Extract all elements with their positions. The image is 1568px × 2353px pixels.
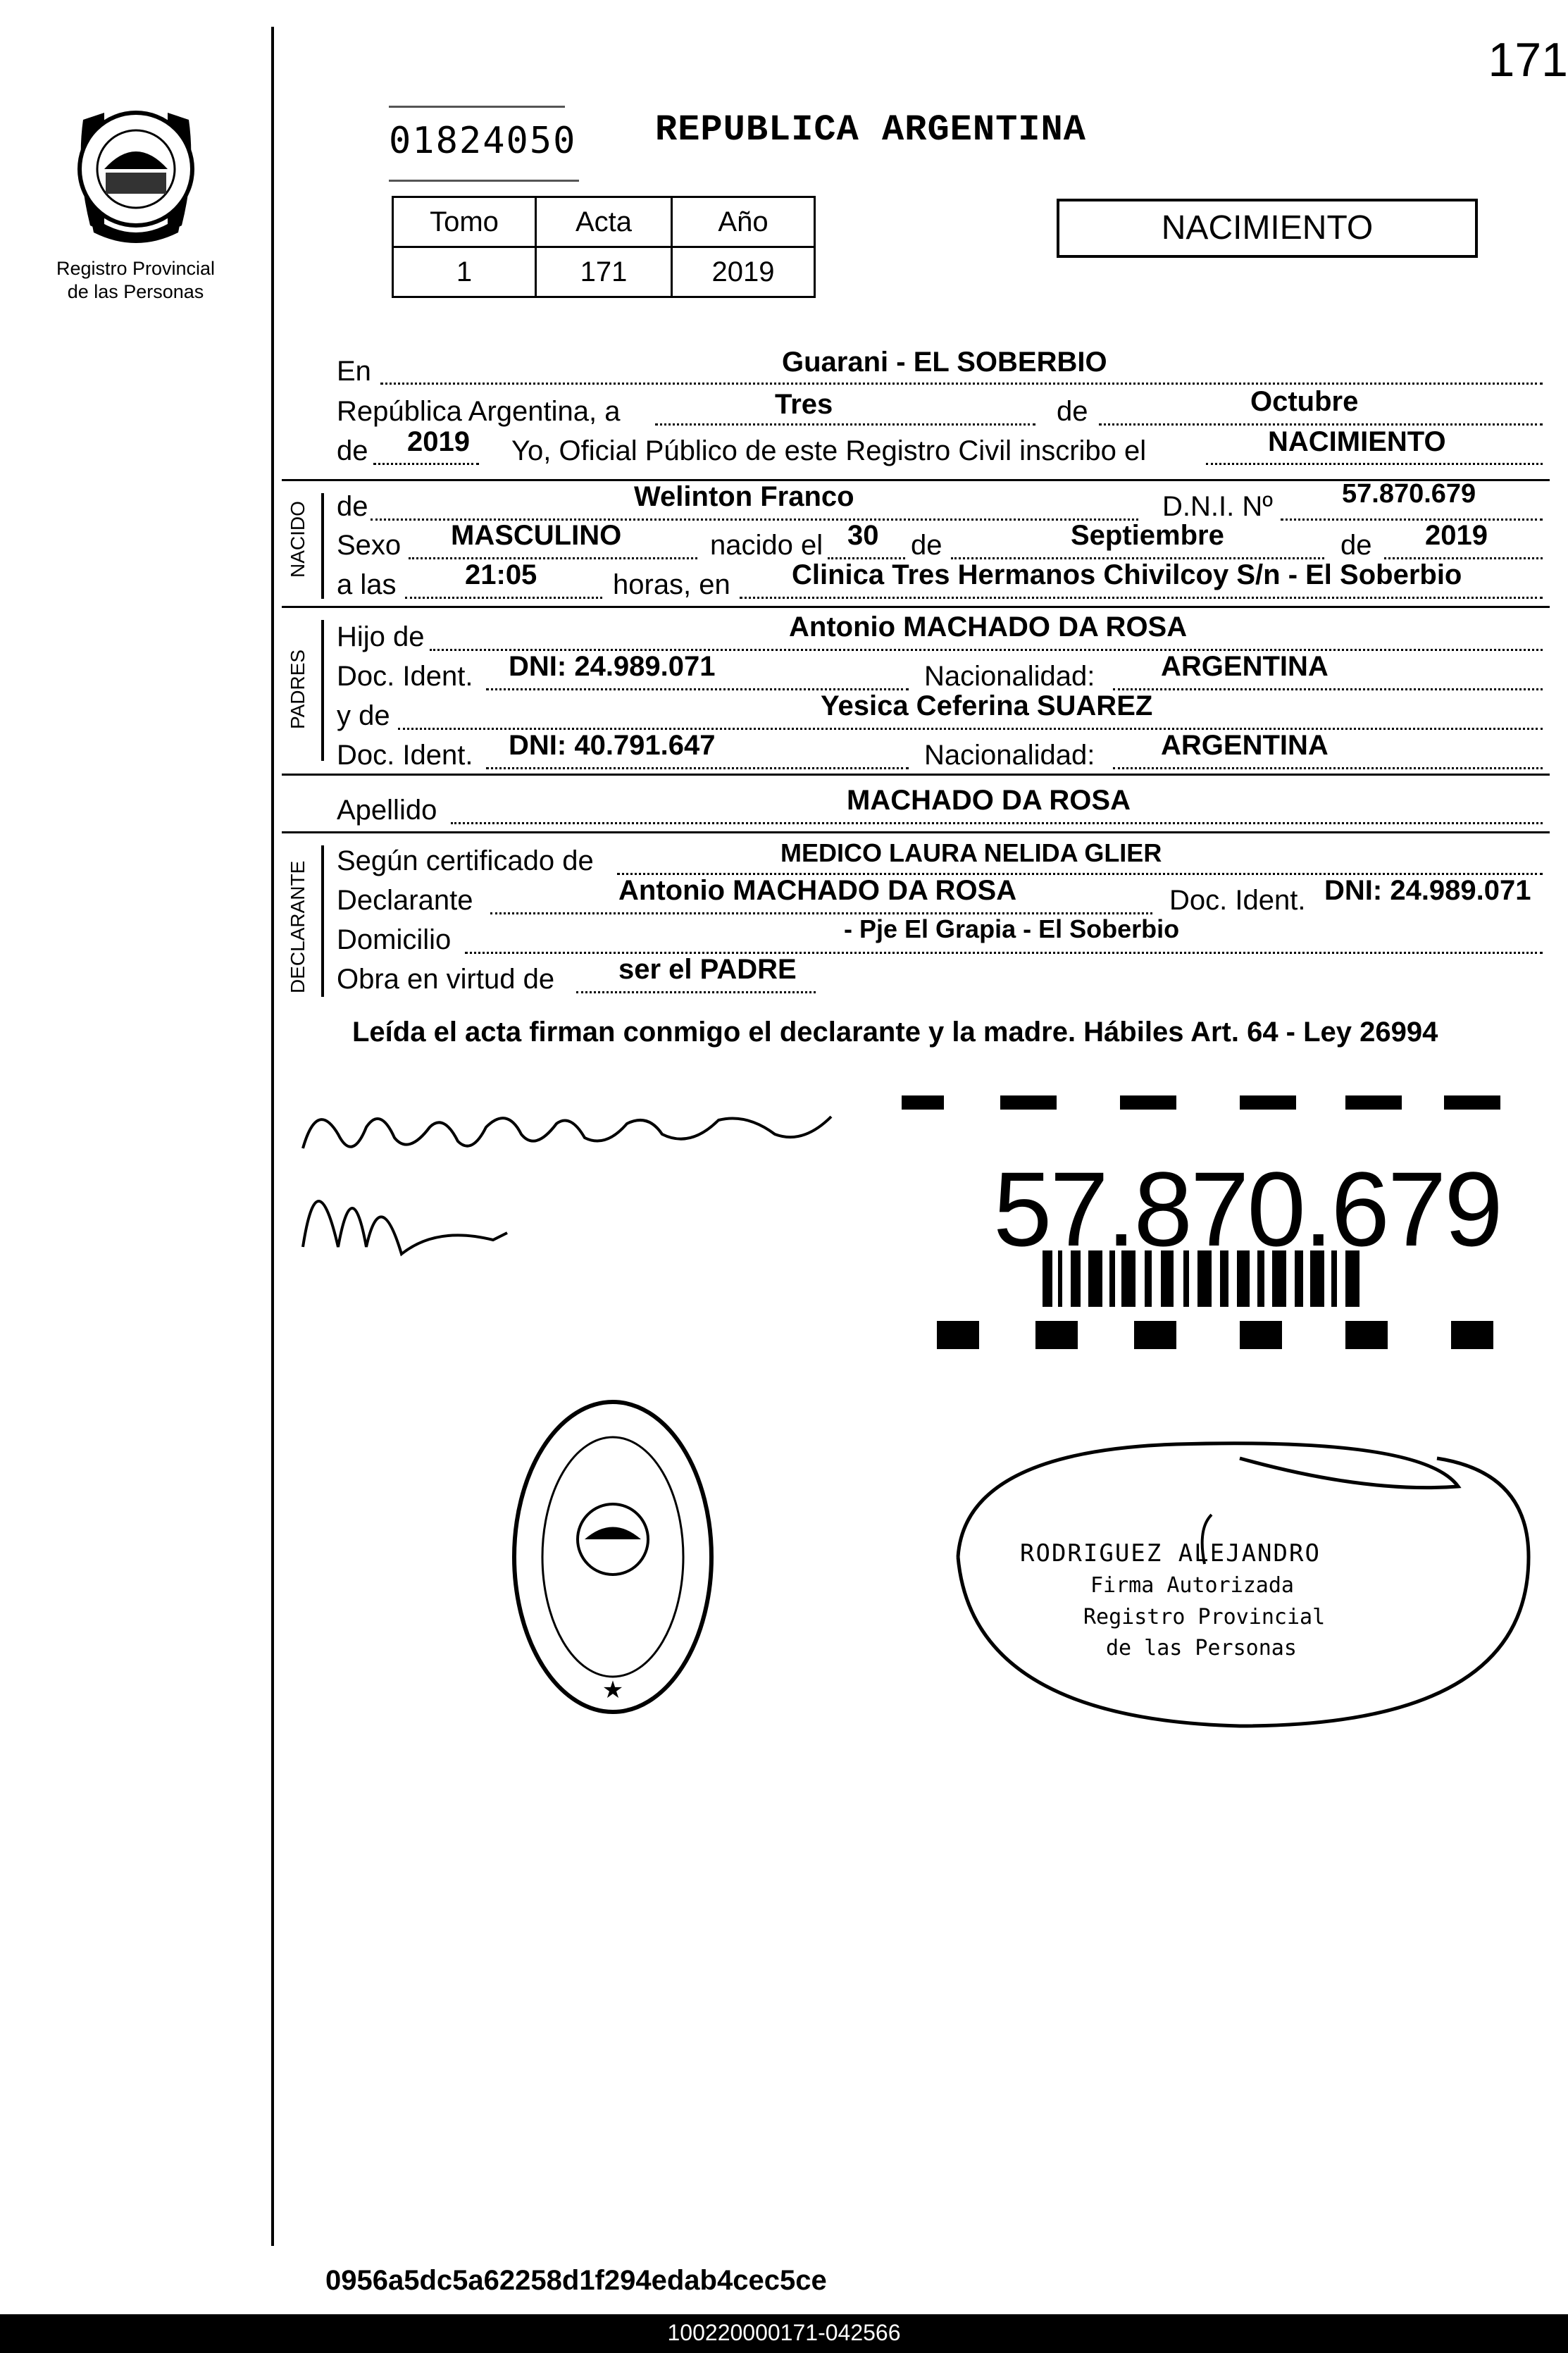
nacido-section-label: NACIDO <box>287 501 309 578</box>
father-doc-label: Doc. Ident. <box>337 661 473 692</box>
sexo-value: MASCULINO <box>451 520 622 551</box>
birth-day: 30 <box>847 520 879 551</box>
nacido-el-label: nacido el <box>710 530 823 561</box>
cert-value: MEDICO LAURA NELIDA GLIER <box>780 838 1162 867</box>
sticker-number: 57.870.679 <box>993 1150 1501 1268</box>
serial-rule-bottom <box>389 180 579 182</box>
de-label-2: de <box>911 530 942 561</box>
father-name: Antonio MACHADO DA ROSA <box>789 611 1188 642</box>
declarante-value: Antonio MACHADO DA ROSA <box>618 875 1017 906</box>
domicilio-value: - Pje El Grapia - El Soberbio <box>844 914 1180 943</box>
book-table <box>392 196 816 298</box>
serial-number: 01824050 <box>389 120 577 162</box>
document-title: REPUBLICA ARGENTINA <box>655 109 1086 151</box>
year-value: 2019 <box>407 426 470 457</box>
month-value: Octubre <box>1250 386 1359 417</box>
margin-line <box>271 27 274 2246</box>
nacido-de-label: de <box>337 491 368 522</box>
dotted-line <box>1113 765 1543 769</box>
en-value: Guarani - EL SOBERBIO <box>782 347 1107 378</box>
domicilio-label: Domicilio <box>337 924 452 955</box>
father-nat-label: Nacionalidad: <box>924 661 1095 692</box>
official-name: RODRIGUEZ ALEJANDRO <box>1020 1539 1321 1567</box>
dotted-line <box>486 765 909 769</box>
apellido-value: MACHADO DA ROSA <box>847 785 1131 816</box>
svg-text:★: ★ <box>602 1677 624 1703</box>
hijo-label: Hijo de <box>337 621 425 652</box>
section-bar <box>321 493 324 599</box>
cert-label: Según certificado de <box>337 845 594 876</box>
obra-label: Obra en virtud de <box>337 964 555 995</box>
father-doc: DNI: 24.989.071 <box>509 651 716 682</box>
legal-text: Leída el acta firman conmigo el declarante y la madre. Hábiles Art. 64 - Ley 26994 <box>352 1017 1438 1048</box>
book-header-acta: Acta <box>536 197 672 247</box>
de-label-3: de <box>1340 530 1372 561</box>
province-seal-logo <box>62 92 210 250</box>
yde-label: y de <box>337 700 390 731</box>
registry-caption-line1: Registro Provincial <box>56 258 216 279</box>
dotted-line <box>409 555 697 559</box>
book-value-ano: 2019 <box>672 247 815 297</box>
mother-name: Yesica Ceferina SUAREZ <box>821 690 1153 721</box>
birth-year: 2019 <box>1425 520 1488 551</box>
birth-place: Clinica Tres Hermanos Chivilcoy S/n - El Soberbio <box>792 559 1462 590</box>
book-header-ano: Año <box>672 197 815 247</box>
official-line2: Firma Autorizada <box>1090 1573 1294 1598</box>
obra-value: ser el PADRE <box>618 954 797 985</box>
declarante-section-label: DECLARANTE <box>287 860 309 993</box>
mother-doc: DNI: 40.791.647 <box>509 730 716 761</box>
birth-time: 21:05 <box>465 559 537 590</box>
apellido-label: Apellido <box>337 795 437 826</box>
declarante-doc: DNI: 24.989.071 <box>1324 875 1531 906</box>
serial-rule-top <box>389 106 565 108</box>
en-label: En <box>337 356 371 387</box>
yo-text: Yo, Oficial Público de este Registro Civil inscribo el <box>511 435 1147 466</box>
de-label: de <box>1057 396 1088 427</box>
declarante-label: Declarante <box>337 885 473 916</box>
section-divider <box>282 774 1550 776</box>
birth-month: Septiembre <box>1071 520 1224 551</box>
day-value: Tres <box>775 389 833 420</box>
dotted-line <box>373 461 479 465</box>
mother-nat-label: Nacionalidad: <box>924 740 1095 771</box>
dotted-line <box>1206 461 1543 465</box>
document-hash: 0956a5dc5a62258d1f294edab4cec5ce <box>325 2265 827 2296</box>
dotted-line <box>380 380 1543 385</box>
father-nationality: ARGENTINA <box>1161 651 1329 682</box>
official-line4: de las Personas <box>1106 1636 1297 1660</box>
dotted-line <box>740 595 1543 599</box>
dotted-line <box>576 989 816 993</box>
dotted-line <box>1281 516 1543 521</box>
de-year-label: de <box>337 435 368 466</box>
round-stamp-seal <box>507 1395 718 1719</box>
dotted-line <box>655 421 1035 426</box>
child-dni: 57.870.679 <box>1342 479 1476 509</box>
book-header-tomo: Tomo <box>393 197 536 247</box>
declarante-doc-label: Doc. Ident. <box>1169 885 1306 916</box>
section-divider <box>282 606 1550 608</box>
book-value-tomo: 1 <box>393 247 536 297</box>
act-type-box: NACIMIENTO <box>1057 199 1478 258</box>
dotted-line <box>1113 686 1543 690</box>
child-name: Welinton Franco <box>634 481 854 512</box>
dotted-line <box>1099 421 1543 426</box>
dotted-line <box>451 820 1543 824</box>
dni-label: D.N.I. Nº <box>1162 491 1273 522</box>
official-line3: Registro Provincial <box>1083 1605 1326 1629</box>
footer-code: 100220000171-042566 <box>667 2320 901 2345</box>
horas-label: horas, en <box>613 569 730 600</box>
section-bar <box>321 845 324 997</box>
inscribe-value: NACIMIENTO <box>1268 426 1446 457</box>
mother-nationality: ARGENTINA <box>1161 730 1329 761</box>
mother-doc-label: Doc. Ident. <box>337 740 473 771</box>
dotted-line <box>405 595 602 599</box>
republica-label: República Argentina, a <box>337 396 621 427</box>
registry-caption-line2: de las Personas <box>67 281 204 302</box>
sexo-label: Sexo <box>337 530 402 561</box>
registry-caption <box>28 257 243 304</box>
section-divider <box>282 831 1550 833</box>
signature-image <box>296 1085 859 1275</box>
section-bar <box>321 620 324 761</box>
alas-label: a las <box>337 569 397 600</box>
book-value-acta: 171 <box>536 247 672 297</box>
padres-section-label: PADRES <box>287 649 309 729</box>
page-number: 171 <box>1488 33 1568 87</box>
